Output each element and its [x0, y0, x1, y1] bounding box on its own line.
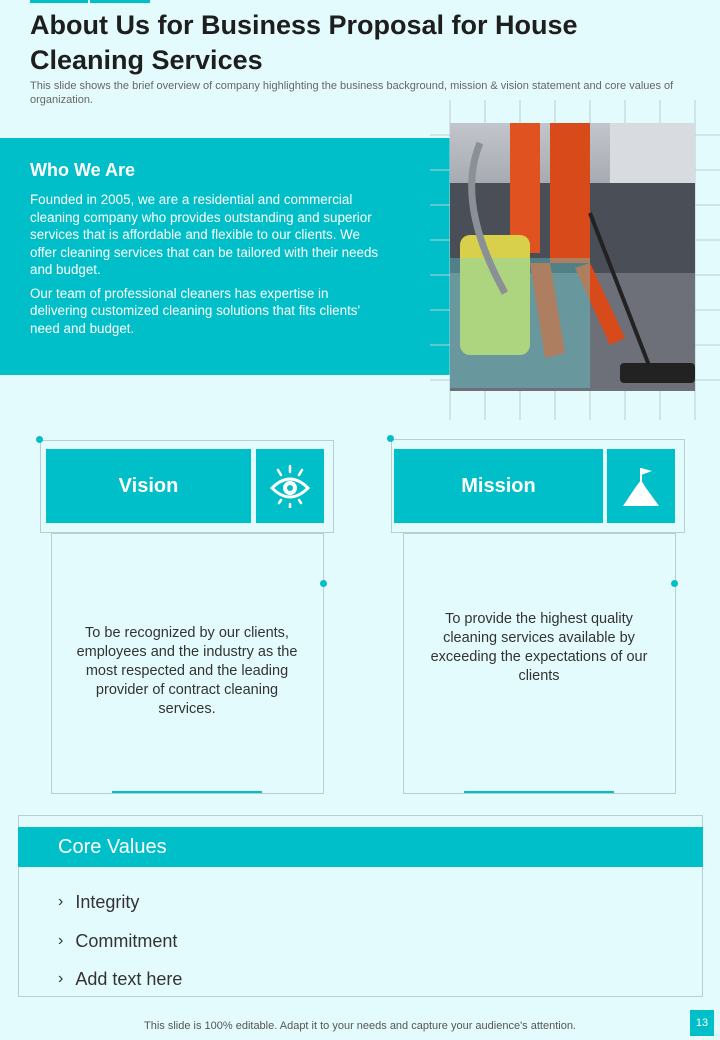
who-we-are-paragraph: Founded in 2005, we are a residential and commercial cleaning company who provides outstanding and superior services that is affordable and flexible to our clients. We offer cleaning services that can be tailored with their needs and budget.	[30, 192, 379, 277]
mission-heading: Mission	[394, 449, 603, 523]
chevron-right-icon: ›	[58, 931, 64, 949]
page-number: 13	[690, 1010, 714, 1036]
mission-text: To provide the highest quality cleaning services available by exceeding the expectations of our clients	[430, 611, 648, 684]
chevron-right-icon: ›	[58, 970, 64, 987]
mission-icon-box	[607, 449, 675, 523]
footer-note: This slide is 100% editable. Adapt it to your needs and capture your audience's attention.	[144, 1020, 576, 1032]
who-we-are-panel	[0, 138, 452, 375]
vision-dot	[36, 436, 43, 443]
top-accent-bar	[30, 0, 88, 3]
core-value-label: Integrity	[75, 892, 140, 912]
vision-text-dot	[320, 580, 327, 587]
core-value-label: Commitment	[75, 930, 178, 951]
who-we-are-heading: Who We Are	[30, 160, 136, 180]
core-values-heading: Core Values	[18, 827, 703, 867]
eye-icon	[268, 464, 312, 508]
chevron-right-icon: ›	[58, 893, 64, 910]
vision-text: To be recognized by our clients, employees and the industry as the most respected and the leading provider of contract cleaning services.	[76, 625, 298, 717]
core-values-list	[58, 883, 182, 999]
page-subtitle: This slide shows the brief overview of company highlighting the business background, mission & vision statement and core values of organization.	[30, 80, 674, 106]
vision-underline	[112, 791, 262, 793]
mountain-flag-icon	[617, 462, 665, 510]
mission-text-dot	[671, 580, 678, 587]
page-title: About Us for Business Proposal for House Cleaning Services	[30, 10, 578, 75]
mission-underline	[464, 791, 614, 793]
list-item	[58, 960, 182, 999]
list-item	[58, 883, 182, 922]
vision-icon-box	[256, 449, 324, 523]
cleaner-vacuum-photo	[450, 123, 695, 391]
vision-heading: Vision	[46, 449, 251, 523]
who-we-are-paragraph: Our team of professional cleaners has expertise in delivering customized cleaning solutions that fits clients' need and budget.	[30, 285, 361, 336]
top-accent-bar	[90, 0, 150, 3]
core-value-label: Add text here	[75, 969, 183, 989]
list-item	[58, 922, 182, 961]
mission-dot	[387, 435, 394, 442]
